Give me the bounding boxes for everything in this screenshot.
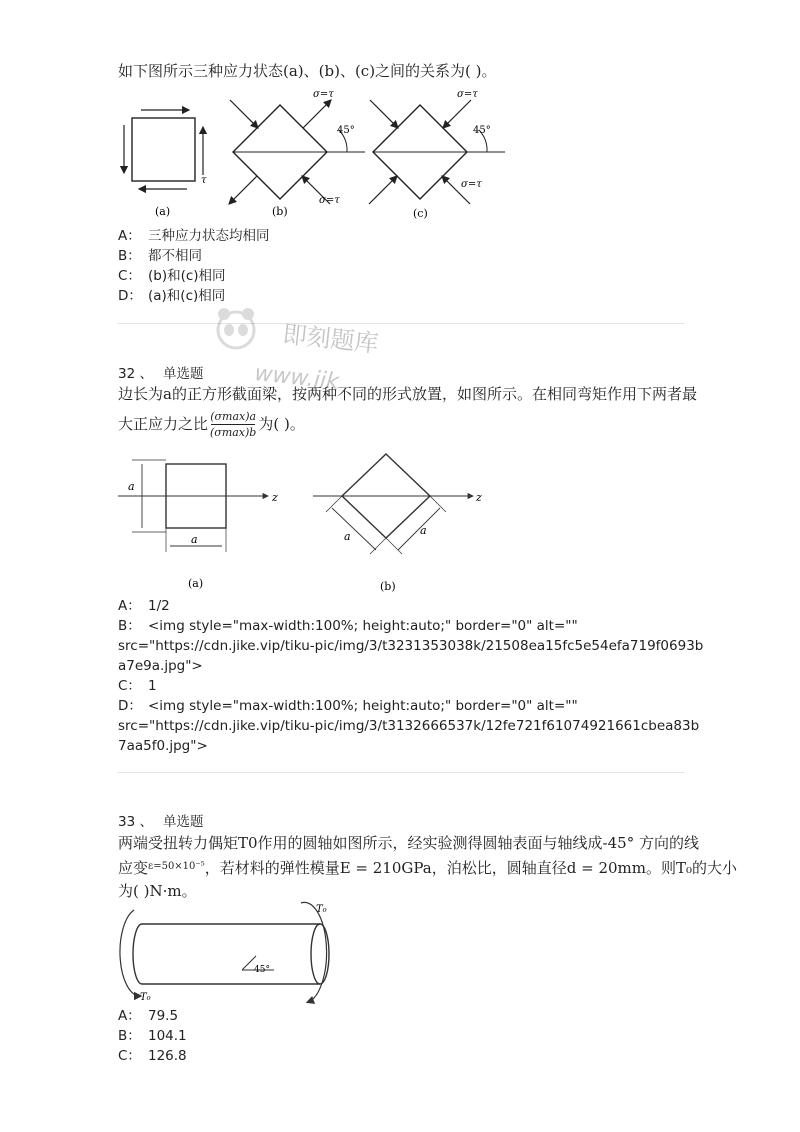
q32-header <box>118 362 203 382</box>
q31-option-c[interactable]: C： (b)和(c)相同 <box>118 268 226 284</box>
q33-option-b[interactable]: B： 104.1 <box>118 1028 187 1044</box>
q31-stem: 如下图所示三种应力状态(a)、(b)、(c)之间的关系为( )。 <box>118 62 497 80</box>
q31-fig-a-square <box>132 118 195 181</box>
q31-fig-c-sigma-top: σ=τ <box>457 89 478 100</box>
q32-figure <box>118 452 498 592</box>
q31-fig-b-sigma-top: σ=τ <box>313 89 334 100</box>
q31-option-d[interactable]: D： (a)和(c)相同 <box>118 288 226 304</box>
q31-fig-b-sigma-bottom: σ=τ <box>319 195 340 206</box>
q31-fig-c-sigma-bottom: σ=τ <box>461 179 482 190</box>
q32-stem-line1: 边长为a的正方形截面梁，按两种不同的形式放置，如图所示。在相同弯矩作用下两者最 <box>118 385 697 403</box>
q31-fig-cap-b: (b) <box>272 205 288 218</box>
q31-fig-c-angle: 45° <box>473 125 491 136</box>
q32-fig-b-right-label: a <box>420 524 427 537</box>
q32-option-d[interactable]: D： <img style="max-width:100%; height:auto;" border="0" alt="" src="https://cdn.jike.vip/tiku-pic/img/3/t3132666537k/12fe721f61074921661cbea83b 7aa5f0.jpg"> <box>118 698 700 754</box>
watermark-url: www.jik <box>253 361 341 395</box>
q33-figure <box>118 900 348 1005</box>
q32-stress-ratio: (σmax)a (σmax)b <box>210 409 257 439</box>
q31-fig-tau: τ <box>201 175 207 186</box>
q33-number: 33 、 <box>118 814 153 830</box>
q32-fig-cap-a: (a) <box>188 577 204 590</box>
q33-stem-line1: 两端受扭转力偶矩T0作用的圆轴如图所示，经实验测得圆轴表面与轴线成-45° 方向的线 <box>118 834 699 852</box>
q33-stem-line2: 应变$^{\varepsilon=50\times 10^{-5}}$，若材料的弹性模量E = 210GPa，泊松比，圆轴直径d = 20mm。则T₀的大小 <box>118 859 737 877</box>
q32-number: 32 、 <box>118 366 153 382</box>
q31-fig-b-angle: 45° <box>337 125 355 136</box>
q31-figure <box>115 85 515 225</box>
q32-fig-b-left-label: a <box>344 530 351 543</box>
watermark-brand: 即刻题库 <box>281 320 380 359</box>
divider <box>118 772 684 773</box>
q31-option-b[interactable]: B： 都不相同 <box>118 248 202 264</box>
q31-fig-cap-c: (c) <box>413 207 428 220</box>
panda-logo-icon <box>218 308 254 348</box>
q33-fig-t0-right: T₀ <box>316 904 327 915</box>
q32-fig-cap-b: (b) <box>380 580 396 592</box>
q32-stem-line2: 大正应力之比 (σmax)a (σmax)b 为( )。 <box>118 409 305 439</box>
q33-strain-formula: ε=50×10⁻⁵ <box>148 861 205 872</box>
q33-option-a[interactable]: A： 79.5 <box>118 1008 179 1024</box>
q33-fig-angle: 45° <box>254 965 270 975</box>
q32-option-a[interactable]: A： 1/2 <box>118 598 170 614</box>
q32-fig-a-z-label: z <box>272 491 278 504</box>
q32-option-c[interactable]: C： 1 <box>118 678 157 694</box>
q33-header <box>118 810 203 830</box>
q33-type: 单选题 <box>162 814 204 830</box>
q32-type: 单选题 <box>162 366 204 382</box>
q32-option-b[interactable]: B： <img style="max-width:100%; height:auto;" border="0" alt="" src="https://cdn.jike.vip/tiku-pic/img/3/t3231353038k/21508ea15fc5e54efa719f0693b a7e9a.jpg"> <box>118 618 704 674</box>
q31-fig-cap-a: (a) <box>155 205 171 218</box>
q33-stem-line3: 为( )N·m。 <box>118 882 197 900</box>
q32-fig-b-z-label: z <box>476 491 482 504</box>
q31-option-a[interactable]: A： 三种应力状态均相同 <box>118 228 270 244</box>
q32-fig-a-bottom-label: a <box>191 533 198 546</box>
q33-fig-t0-left: T₀ <box>140 992 151 1003</box>
q32-fig-a-side-label: a <box>128 480 135 493</box>
q33-option-c[interactable]: C： 126.8 <box>118 1048 187 1064</box>
